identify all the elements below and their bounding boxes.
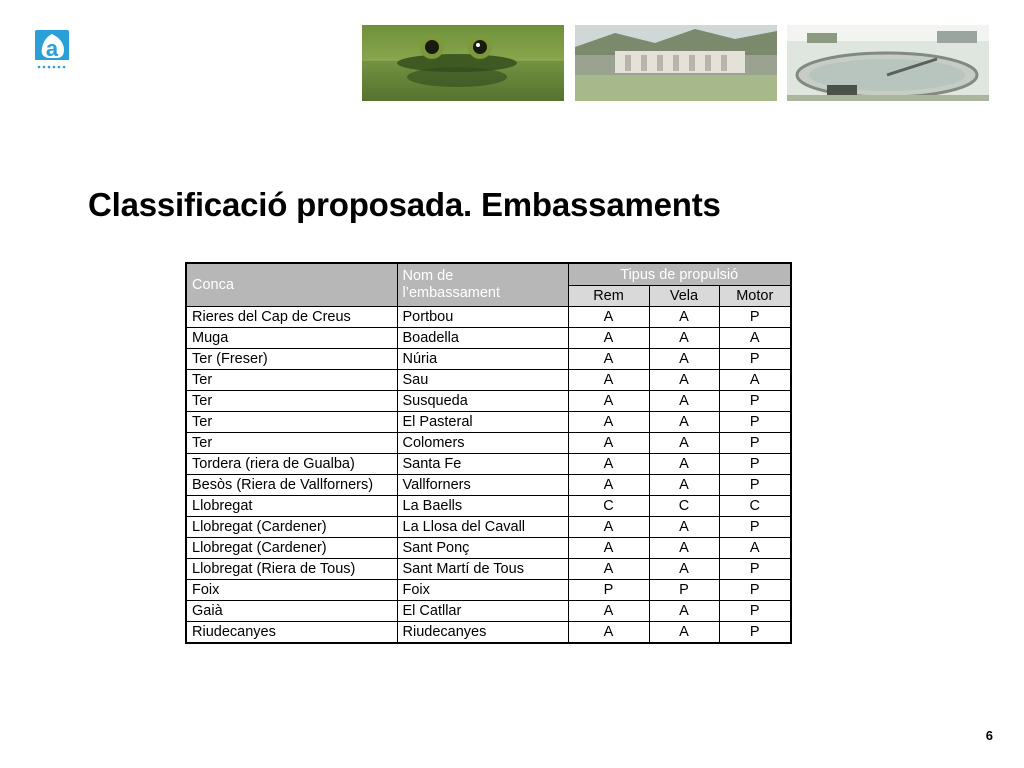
cell-vela: A	[649, 412, 719, 433]
header-tipus-propulsio: Tipus de propulsió	[568, 263, 791, 286]
cell-vela: A	[649, 370, 719, 391]
header-vela: Vela	[649, 286, 719, 307]
cell-vela: A	[649, 517, 719, 538]
cell-rem: A	[568, 328, 649, 349]
cell-rem: A	[568, 307, 649, 328]
cell-rem: A	[568, 538, 649, 559]
cell-vela: A	[649, 559, 719, 580]
table-row	[186, 622, 791, 644]
cell-motor: C	[719, 496, 791, 517]
table-row	[186, 538, 791, 559]
table-row	[186, 370, 791, 391]
cell-nom: La Llosa del Cavall	[397, 517, 568, 538]
cell-vela: A	[649, 349, 719, 370]
cell-vela: A	[649, 538, 719, 559]
header-motor: Motor	[719, 286, 791, 307]
cell-nom: La Baells	[397, 496, 568, 517]
table-row	[186, 559, 791, 580]
header-conca: Conca	[186, 263, 397, 307]
cell-motor: P	[719, 454, 791, 475]
cell-vela: A	[649, 601, 719, 622]
table-row	[186, 517, 791, 538]
cell-conca: Tordera (riera de Gualba)	[186, 454, 397, 475]
cell-rem: A	[568, 622, 649, 644]
cell-motor: A	[719, 538, 791, 559]
cell-conca: Llobregat (Cardener)	[186, 517, 397, 538]
cell-nom: Riudecanyes	[397, 622, 568, 644]
cell-motor: P	[719, 517, 791, 538]
cell-vela: A	[649, 622, 719, 644]
cell-rem: P	[568, 580, 649, 601]
table-row	[186, 328, 791, 349]
cell-motor: P	[719, 391, 791, 412]
cell-conca: Riudecanyes	[186, 622, 397, 644]
cell-motor: A	[719, 328, 791, 349]
cell-rem: A	[568, 517, 649, 538]
cell-nom: Susqueda	[397, 391, 568, 412]
cell-rem: A	[568, 433, 649, 454]
slide-title: Classificació proposada. Embassaments	[88, 186, 721, 223]
table-row	[186, 496, 791, 517]
cell-conca: Muga	[186, 328, 397, 349]
cell-rem: A	[568, 412, 649, 433]
cell-conca: Foix	[186, 580, 397, 601]
header-rem: Rem	[568, 286, 649, 307]
cell-conca: Ter	[186, 391, 397, 412]
cell-nom: Sau	[397, 370, 568, 391]
table-row	[186, 601, 791, 622]
cell-rem: A	[568, 370, 649, 391]
table-row	[186, 412, 791, 433]
cell-vela: A	[649, 433, 719, 454]
cell-conca: Ter	[186, 433, 397, 454]
cell-conca: Ter (Freser)	[186, 349, 397, 370]
cell-conca: Llobregat	[186, 496, 397, 517]
table-row	[186, 433, 791, 454]
cell-nom: Portbou	[397, 307, 568, 328]
cell-motor: P	[719, 580, 791, 601]
cell-motor: P	[719, 601, 791, 622]
cell-vela: A	[649, 307, 719, 328]
water-treatment-plant-photo	[787, 25, 989, 101]
cell-motor: P	[719, 307, 791, 328]
classification-table	[185, 262, 792, 644]
cell-rem: C	[568, 496, 649, 517]
table-row	[186, 475, 791, 496]
cell-motor: P	[719, 622, 791, 644]
cell-vela: A	[649, 328, 719, 349]
cell-rem: A	[568, 349, 649, 370]
dam-reservoir-photo	[575, 25, 777, 101]
cell-nom: Sant Martí de Tous	[397, 559, 568, 580]
cell-rem: A	[568, 601, 649, 622]
cell-motor: P	[719, 433, 791, 454]
cell-motor: A	[719, 370, 791, 391]
table-row	[186, 391, 791, 412]
frog-in-water-photo	[362, 25, 564, 101]
page-number: 6	[985, 728, 993, 743]
cell-motor: P	[719, 475, 791, 496]
table-row	[186, 307, 791, 328]
cell-nom: Núria	[397, 349, 568, 370]
cell-vela: C	[649, 496, 719, 517]
cell-conca: Ter	[186, 412, 397, 433]
cell-conca: Llobregat (Riera de Tous)	[186, 559, 397, 580]
cell-nom: Colomers	[397, 433, 568, 454]
cell-rem: A	[568, 475, 649, 496]
cell-rem: A	[568, 454, 649, 475]
cell-rem: A	[568, 391, 649, 412]
svg-text:a: a	[45, 36, 59, 61]
cell-conca: Ter	[186, 370, 397, 391]
cell-nom: Boadella	[397, 328, 568, 349]
cell-conca: Besòs (Riera de Vallforners)	[186, 475, 397, 496]
cell-conca: Gaià	[186, 601, 397, 622]
cell-vela: A	[649, 454, 719, 475]
cell-motor: P	[719, 559, 791, 580]
cell-vela: A	[649, 475, 719, 496]
table-row	[186, 349, 791, 370]
cell-conca: Llobregat (Cardener)	[186, 538, 397, 559]
cell-nom: Sant Ponç	[397, 538, 568, 559]
table-row	[186, 580, 791, 601]
aca-logo-icon	[32, 28, 72, 72]
cell-nom: Santa Fe	[397, 454, 568, 475]
cell-motor: P	[719, 412, 791, 433]
cell-rem: A	[568, 559, 649, 580]
cell-motor: P	[719, 349, 791, 370]
cell-nom: Foix	[397, 580, 568, 601]
table-row	[186, 454, 791, 475]
cell-nom: El Pasteral	[397, 412, 568, 433]
header-nom-embassament: Nom de l’embassament	[397, 263, 568, 307]
cell-vela: P	[649, 580, 719, 601]
cell-vela: A	[649, 391, 719, 412]
cell-nom: Vallforners	[397, 475, 568, 496]
cell-nom: El Catllar	[397, 601, 568, 622]
cell-conca: Rieres del Cap de Creus	[186, 307, 397, 328]
